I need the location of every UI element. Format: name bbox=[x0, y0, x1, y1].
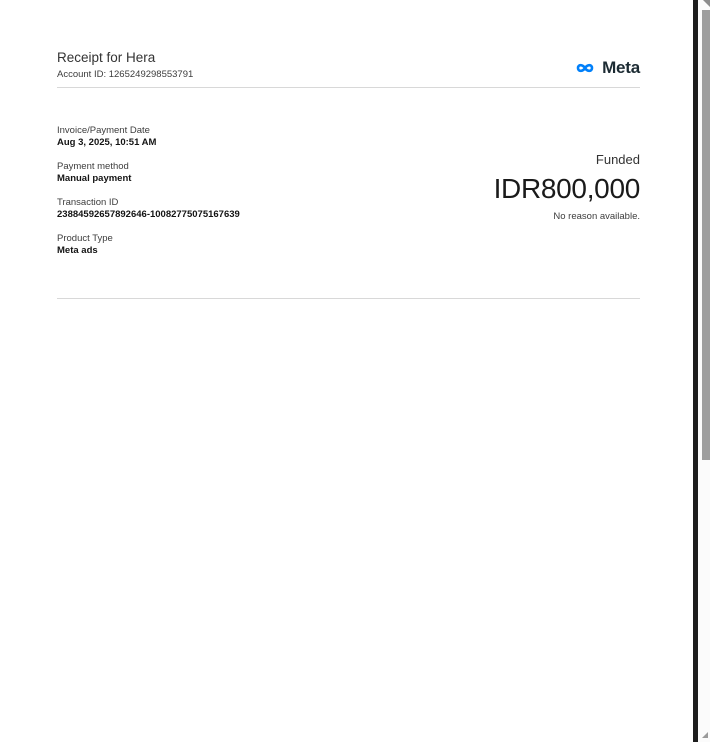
field-label: Product Type bbox=[57, 233, 113, 244]
payment-note: No reason available. bbox=[553, 211, 640, 222]
field-list bbox=[57, 125, 240, 269]
product-type-field bbox=[57, 233, 240, 257]
receipt-body bbox=[57, 125, 640, 269]
field-value: Aug 3, 2025, 10:51 AM bbox=[57, 137, 157, 148]
section-divider bbox=[57, 298, 640, 299]
receipt-header bbox=[57, 50, 640, 81]
field-value: Meta ads bbox=[57, 245, 98, 256]
field-label: Transaction ID bbox=[57, 197, 119, 208]
header-divider bbox=[57, 87, 640, 88]
payment-amount: IDR800,000 bbox=[493, 173, 640, 204]
field-value: 23884592657892646-10082775075167639 bbox=[57, 209, 240, 220]
scrollbar-thumb[interactable] bbox=[702, 10, 710, 460]
account-id: Account ID: 1265249298553791 bbox=[57, 69, 194, 80]
payment-method-field bbox=[57, 161, 240, 185]
field-value: Manual payment bbox=[57, 173, 132, 184]
meta-wordmark: Meta bbox=[602, 58, 640, 77]
meta-logo bbox=[572, 58, 640, 78]
header-title-block bbox=[57, 50, 193, 81]
payment-status: Funded bbox=[595, 152, 640, 167]
field-label: Payment method bbox=[57, 161, 129, 172]
transaction-id-field bbox=[57, 197, 240, 221]
meta-infinity-icon bbox=[572, 58, 598, 78]
field-label: Invoice/Payment Date bbox=[57, 125, 150, 136]
payment-summary bbox=[494, 125, 640, 269]
invoice-date-field bbox=[57, 125, 240, 149]
page-title: Receipt for Hera bbox=[57, 50, 156, 65]
